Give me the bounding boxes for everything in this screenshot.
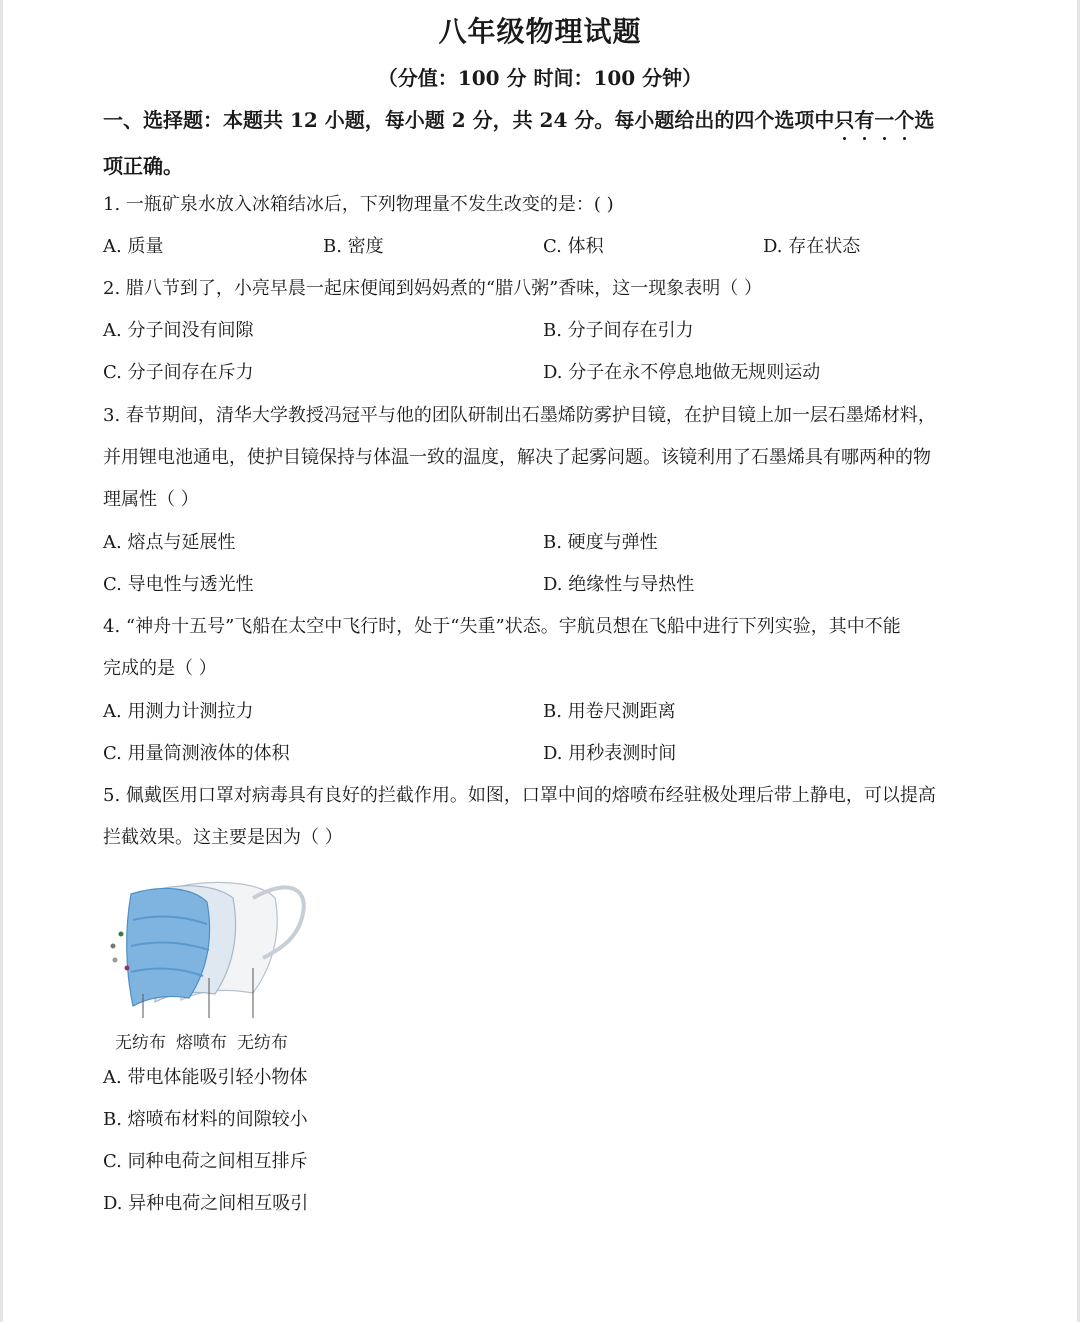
- figure-label-nonwoven-outer: 无纺布: [115, 1033, 166, 1053]
- exam-title: 八年级物理试题: [438, 15, 642, 48]
- q5-option-c[interactable]: C. 同种电荷之间相互排斥: [103, 1151, 308, 1172]
- q5-option-a[interactable]: A. 带电体能吸引轻小物体: [103, 1067, 308, 1088]
- q5-option-b[interactable]: B. 熔喷布材料的间隙较小: [103, 1109, 308, 1130]
- q1-option-d[interactable]: D. 存在状态: [763, 236, 861, 257]
- figure-label-nonwoven-inner: 无纺布: [237, 1033, 288, 1053]
- question-2-text: 2. 腊八节到了，小亮早晨一起床便闻到妈妈煮的“腊八粥”香味，这一现象表明（ ）: [103, 278, 763, 299]
- particle-dot: [119, 932, 124, 937]
- figure-labels: [115, 1028, 298, 1053]
- figure-label-meltblown: 熔喷布: [176, 1033, 227, 1053]
- section-text-after: 选: [914, 108, 935, 132]
- q4-option-d[interactable]: D. 用秒表测时间: [543, 743, 677, 764]
- emphasis-char: 一: [874, 108, 895, 132]
- emphasis-char: 个: [894, 108, 915, 132]
- section-heading: [103, 104, 934, 133]
- q1-option-c[interactable]: C. 体积: [543, 236, 604, 257]
- emphasis-char: 只: [834, 108, 855, 132]
- exam-subtitle: （分值：100 分 时间：100 分钟）: [377, 66, 703, 90]
- q3-option-c[interactable]: C. 导电性与透光性: [103, 574, 254, 595]
- question-3-text-line2: 并用锂电池通电，使护目镜保持与体温一致的温度，解决了起雾问题。该镜利用了石墨烯具有哪两种的物: [103, 447, 931, 468]
- question-5-text-line1: 5. 佩戴医用口罩对病毒具有良好的拦截作用。如图，口罩中间的熔喷布经驻极处理后带上静电，可以提高: [103, 785, 936, 806]
- emphasis-char: 有: [854, 108, 875, 132]
- question-5-text-line2: 拦截效果。这主要是因为（ ）: [103, 827, 343, 848]
- q3-option-a[interactable]: A. 熔点与延展性: [103, 532, 236, 553]
- particle-dot: [111, 944, 116, 949]
- particle-dot: [113, 958, 118, 963]
- question-4-text-line2: 完成的是（ ）: [103, 658, 217, 679]
- q5-option-d[interactable]: D. 异种电荷之间相互吸引: [103, 1193, 309, 1214]
- q2-option-b[interactable]: B. 分子间存在引力: [543, 320, 694, 341]
- question-1-text: 1. 一瓶矿泉水放入冰箱结冰后，下列物理量不发生改变的是：( ): [103, 194, 614, 215]
- q4-option-b[interactable]: B. 用卷尺测距离: [543, 701, 676, 722]
- particle-dot: [125, 966, 130, 971]
- q2-option-c[interactable]: C. 分子间存在斥力: [103, 362, 254, 383]
- q3-option-d[interactable]: D. 绝缘性与导热性: [543, 574, 695, 595]
- q2-option-a[interactable]: A. 分子间没有间隙: [103, 320, 254, 341]
- question-3-text-line3: 理属性（ ）: [103, 489, 199, 510]
- q2-option-d[interactable]: D. 分子在永不停息地做无规则运动: [543, 362, 821, 383]
- question-3-text-line1: 3. 春节期间，清华大学教授冯冠平与他的团队研制出石墨烯防雾护目镜，在护目镜上加一层石墨烯材料，: [103, 405, 936, 426]
- q4-option-c[interactable]: C. 用量筒测液体的体积: [103, 743, 290, 764]
- q3-option-b[interactable]: B. 硬度与弹性: [543, 532, 658, 553]
- q1-option-b[interactable]: B. 密度: [323, 236, 384, 257]
- q4-option-a[interactable]: A. 用测力计测拉力: [103, 701, 254, 722]
- section-text-before: 一、选择题：本题共 12 小题，每小题 2 分，共 24 分。每小题给出的四个选项中: [103, 108, 835, 132]
- mask-layers-figure: [103, 868, 313, 1018]
- question-4-text-line1: 4. “神舟十五号”飞船在太空中飞行时，处于“失重”状态。宇航员想在飞船中进行下列实验，其中不能: [103, 616, 901, 637]
- q1-option-a[interactable]: A. 质量: [103, 236, 164, 257]
- section-heading-line2: 项正确。: [103, 154, 183, 178]
